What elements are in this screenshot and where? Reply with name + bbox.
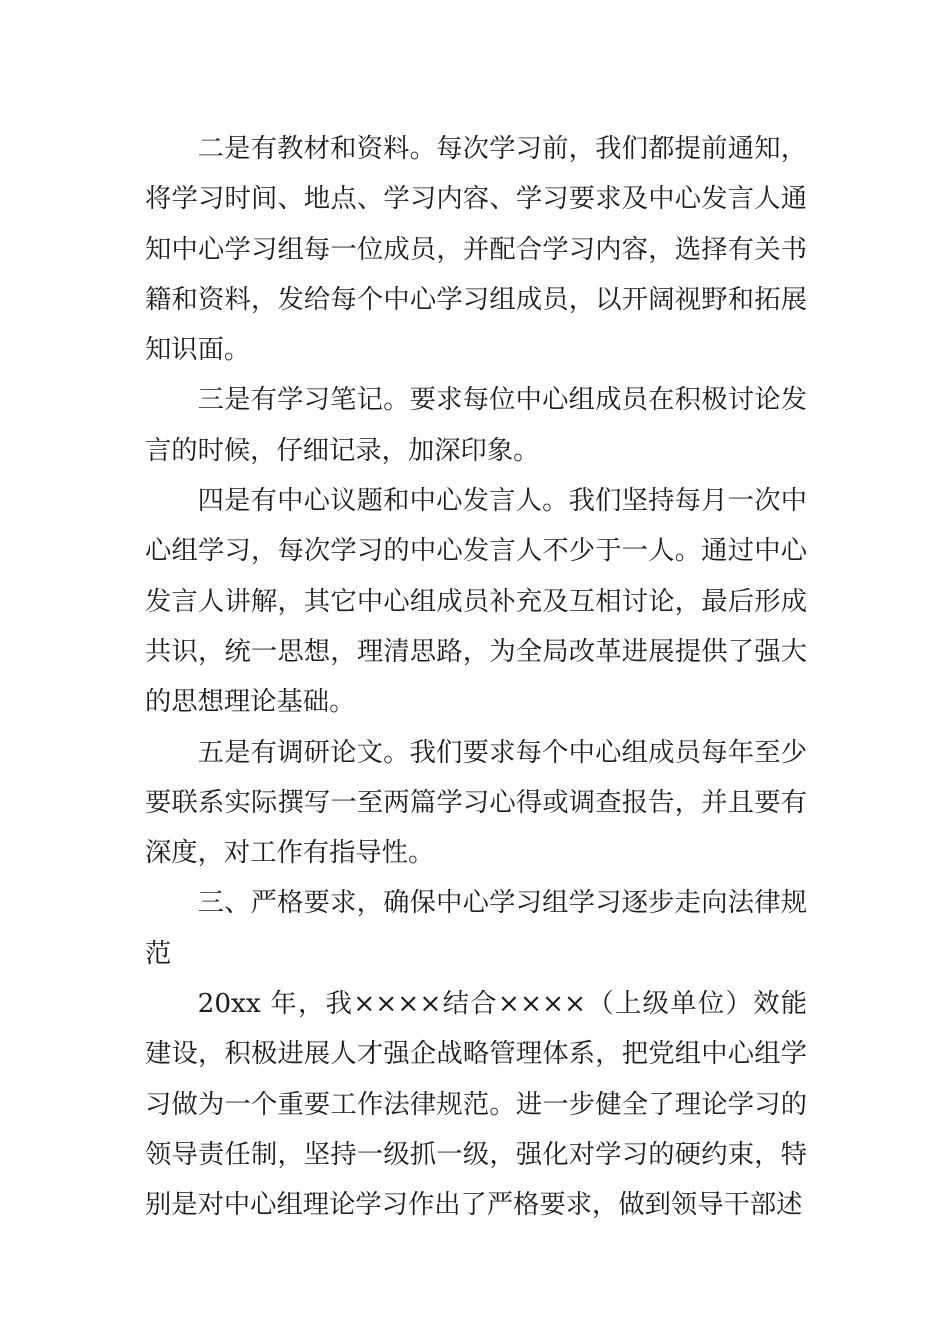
section-heading-strict-requirements: 三、严格要求，确保中心学习组学习逐步走向法律规范 (145, 888, 807, 969)
paragraph-textbooks: 二是有教材和资料。每次学习前，我们都提前通知，将学习时间、地点、学习内容、学习要求及中心发言人通知中心学习组每一位成员，并配合学习内容，选择有关书籍和资料，发给每个中心学习组成员，以开阔视野和拓展知识面。 (145, 134, 807, 366)
document-body (145, 124, 807, 1231)
paragraph-research-papers: 五是有调研论文。我们要求每个中心组成员每年至少要联系实际撰写一至两篇学习心得或调查报告，并且要有深度，对工作有指导性。 (145, 737, 807, 869)
paragraph-year-summary: 20xx 年，我××××结合××××（上级单位）效能建设，积极进展人才强企战略管理体系，把党组中心组学习做为一个重要工作法律规范。进一步健全了理论学习的领导责任制，坚持一级抓一级，强化对学习的硬约束，特别是对中心组理论学习作出了严格要求，做到领导干部述 (145, 989, 807, 1221)
paragraph-notes: 三是有学习笔记。要求每位中心组成员在积极讨论发言的时候，仔细记录，加深印象。 (145, 385, 807, 466)
paragraph-central-topics: 四是有中心议题和中心发言人。我们坚持每月一次中心组学习，每次学习的中心发言人不少于一人。通过中心发言人讲解，其它中心组成员补充及互相讨论，最后形成共识，统一思想，理清思路，为全局改革进展提供了强大的思想理论基础。 (145, 486, 807, 718)
